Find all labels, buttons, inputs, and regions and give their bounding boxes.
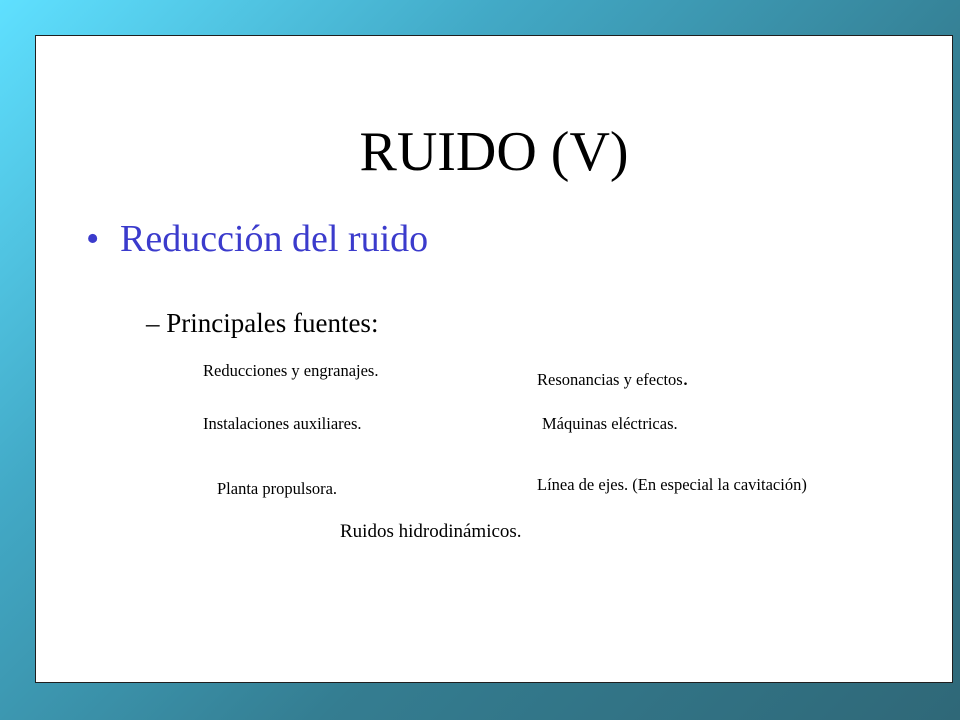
- source-item-reducciones: Reducciones y engranajes.: [203, 361, 379, 380]
- source-item-ruidos: Ruidos hidrodinámicos.: [340, 521, 522, 542]
- bullet-text: Reducción del ruido: [120, 218, 429, 260]
- sub-point-marker: –: [146, 308, 160, 338]
- sub-point: [146, 309, 378, 339]
- source-item-linea: Línea de ejes. (En especial la cavitación): [537, 475, 807, 494]
- source-item-maquinas: Máquinas eléctricas.: [542, 414, 678, 433]
- bullet-point: [86, 219, 428, 261]
- source-item-instalaciones: Instalaciones auxiliares.: [203, 414, 362, 433]
- sub-point-text: Principales fuentes:: [166, 308, 379, 338]
- source-item-planta: Planta propulsora.: [217, 479, 338, 498]
- bullet-marker: •: [86, 218, 100, 260]
- source-item-resonancias-text: Resonancias y efectos: [537, 370, 683, 389]
- slide-panel: [35, 35, 953, 683]
- source-item-resonancias: [537, 365, 688, 391]
- slide-title: RUIDO (V): [359, 121, 629, 183]
- source-item-resonancias-period: .: [682, 365, 689, 390]
